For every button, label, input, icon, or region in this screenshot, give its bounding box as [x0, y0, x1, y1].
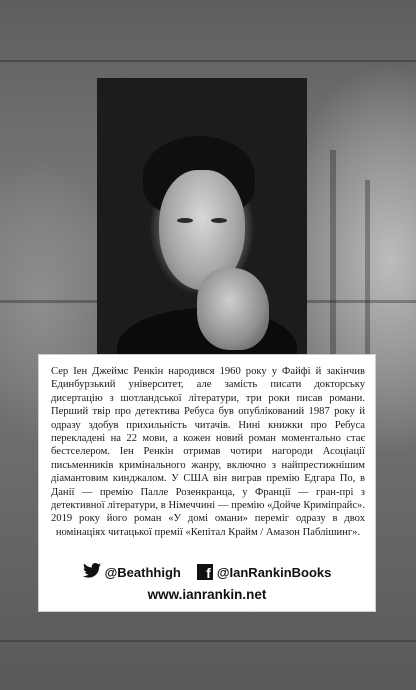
author-photo-eye [177, 218, 193, 223]
author-photo-eye [211, 218, 227, 223]
author-photo-hand [197, 268, 269, 350]
facebook-handle: @IanRankinBooks [216, 564, 332, 580]
website-link[interactable]: www.ianrankin.net [147, 587, 267, 602]
twitter-handle: @Beathhigh [104, 564, 181, 580]
twitter-bird-icon [83, 563, 101, 581]
facebook-link[interactable] [197, 564, 332, 580]
background-beam [0, 640, 416, 642]
facebook-icon: f [197, 564, 213, 580]
social-links [39, 560, 375, 584]
author-bio-box [38, 354, 376, 612]
twitter-link[interactable] [83, 563, 181, 581]
author-bio-text: Сер Іен Джеймс Ренкін народився 1960 року у Файфі й закінчив Единбурзький університет, але замість писати докторську дисертацію з шотландської літератури, три роки писав романи. Перший твір про детектива Ребуса був опублікований 1987 року й одразу здобув прихильність читачів. Нині книжки про Ребуса перекладені на 22 мови, а кожен новий роман моментально стає бестселером. Іен Ренкін отримав чотири нагороди Асоціації письменників кримінального жанру, включно з найпрестижнішим діамантовим кинджалом. У США він виграв премію Едгара По, в Данії — премію Палле Розенкранца, у Франції — гран-прі з детективної літератури, в Німеччині — премію «Дойче Кримiпрайс». 2019 року його роман «У домі омани» переміг одразу в двох номінаціях читацької премії «Кепітал Крайм / Амазон Паблішинг». [51, 366, 365, 538]
author-photo [97, 78, 307, 368]
background-beam [0, 60, 416, 62]
